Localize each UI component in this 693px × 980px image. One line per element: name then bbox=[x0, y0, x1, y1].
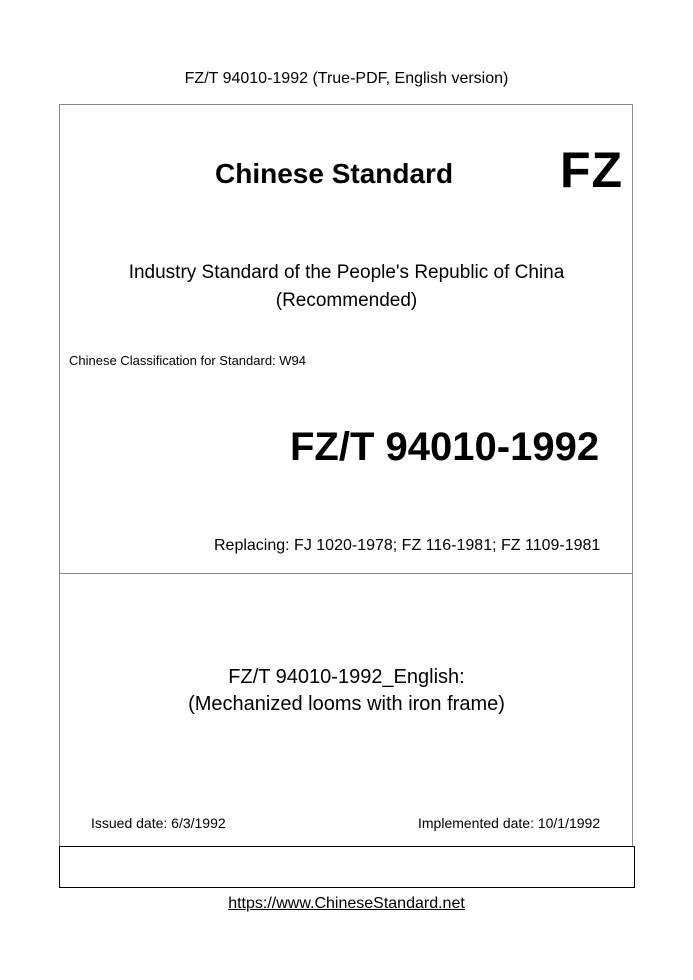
cover-heading: Chinese Standard bbox=[215, 158, 454, 189]
english-title-line-2: (Mechanized looms with iron frame) bbox=[188, 693, 505, 715]
industry-line-1: Industry Standard of the People's Republic of China bbox=[128, 262, 565, 283]
replacing-note: Replacing: FJ 1020-1978; FZ 116-1981; FZ 1109-1981 bbox=[214, 537, 601, 554]
standard-number: FZ/T 94010-1992 bbox=[290, 425, 600, 469]
issued-date: Issued date: 6/3/1992 bbox=[91, 815, 226, 831]
industry-statement bbox=[0, 259, 693, 315]
standard-code: FZ bbox=[560, 142, 624, 198]
website-link[interactable]: https://www.ChineseStandard.net bbox=[228, 895, 465, 912]
implemented-date: Implemented date: 10/1/1992 bbox=[418, 815, 601, 831]
cover-bottom-frame bbox=[59, 846, 635, 888]
footer bbox=[0, 895, 693, 913]
english-title bbox=[0, 664, 693, 718]
page-header-title: FZ/T 94010-1992 (True-PDF, English version) bbox=[184, 70, 509, 87]
industry-line-2: (Recommended) bbox=[275, 290, 418, 311]
english-title-line-1: FZ/T 94010-1992_English: bbox=[228, 666, 465, 688]
classification-label: Chinese Classification for Standard: W94 bbox=[69, 353, 307, 368]
